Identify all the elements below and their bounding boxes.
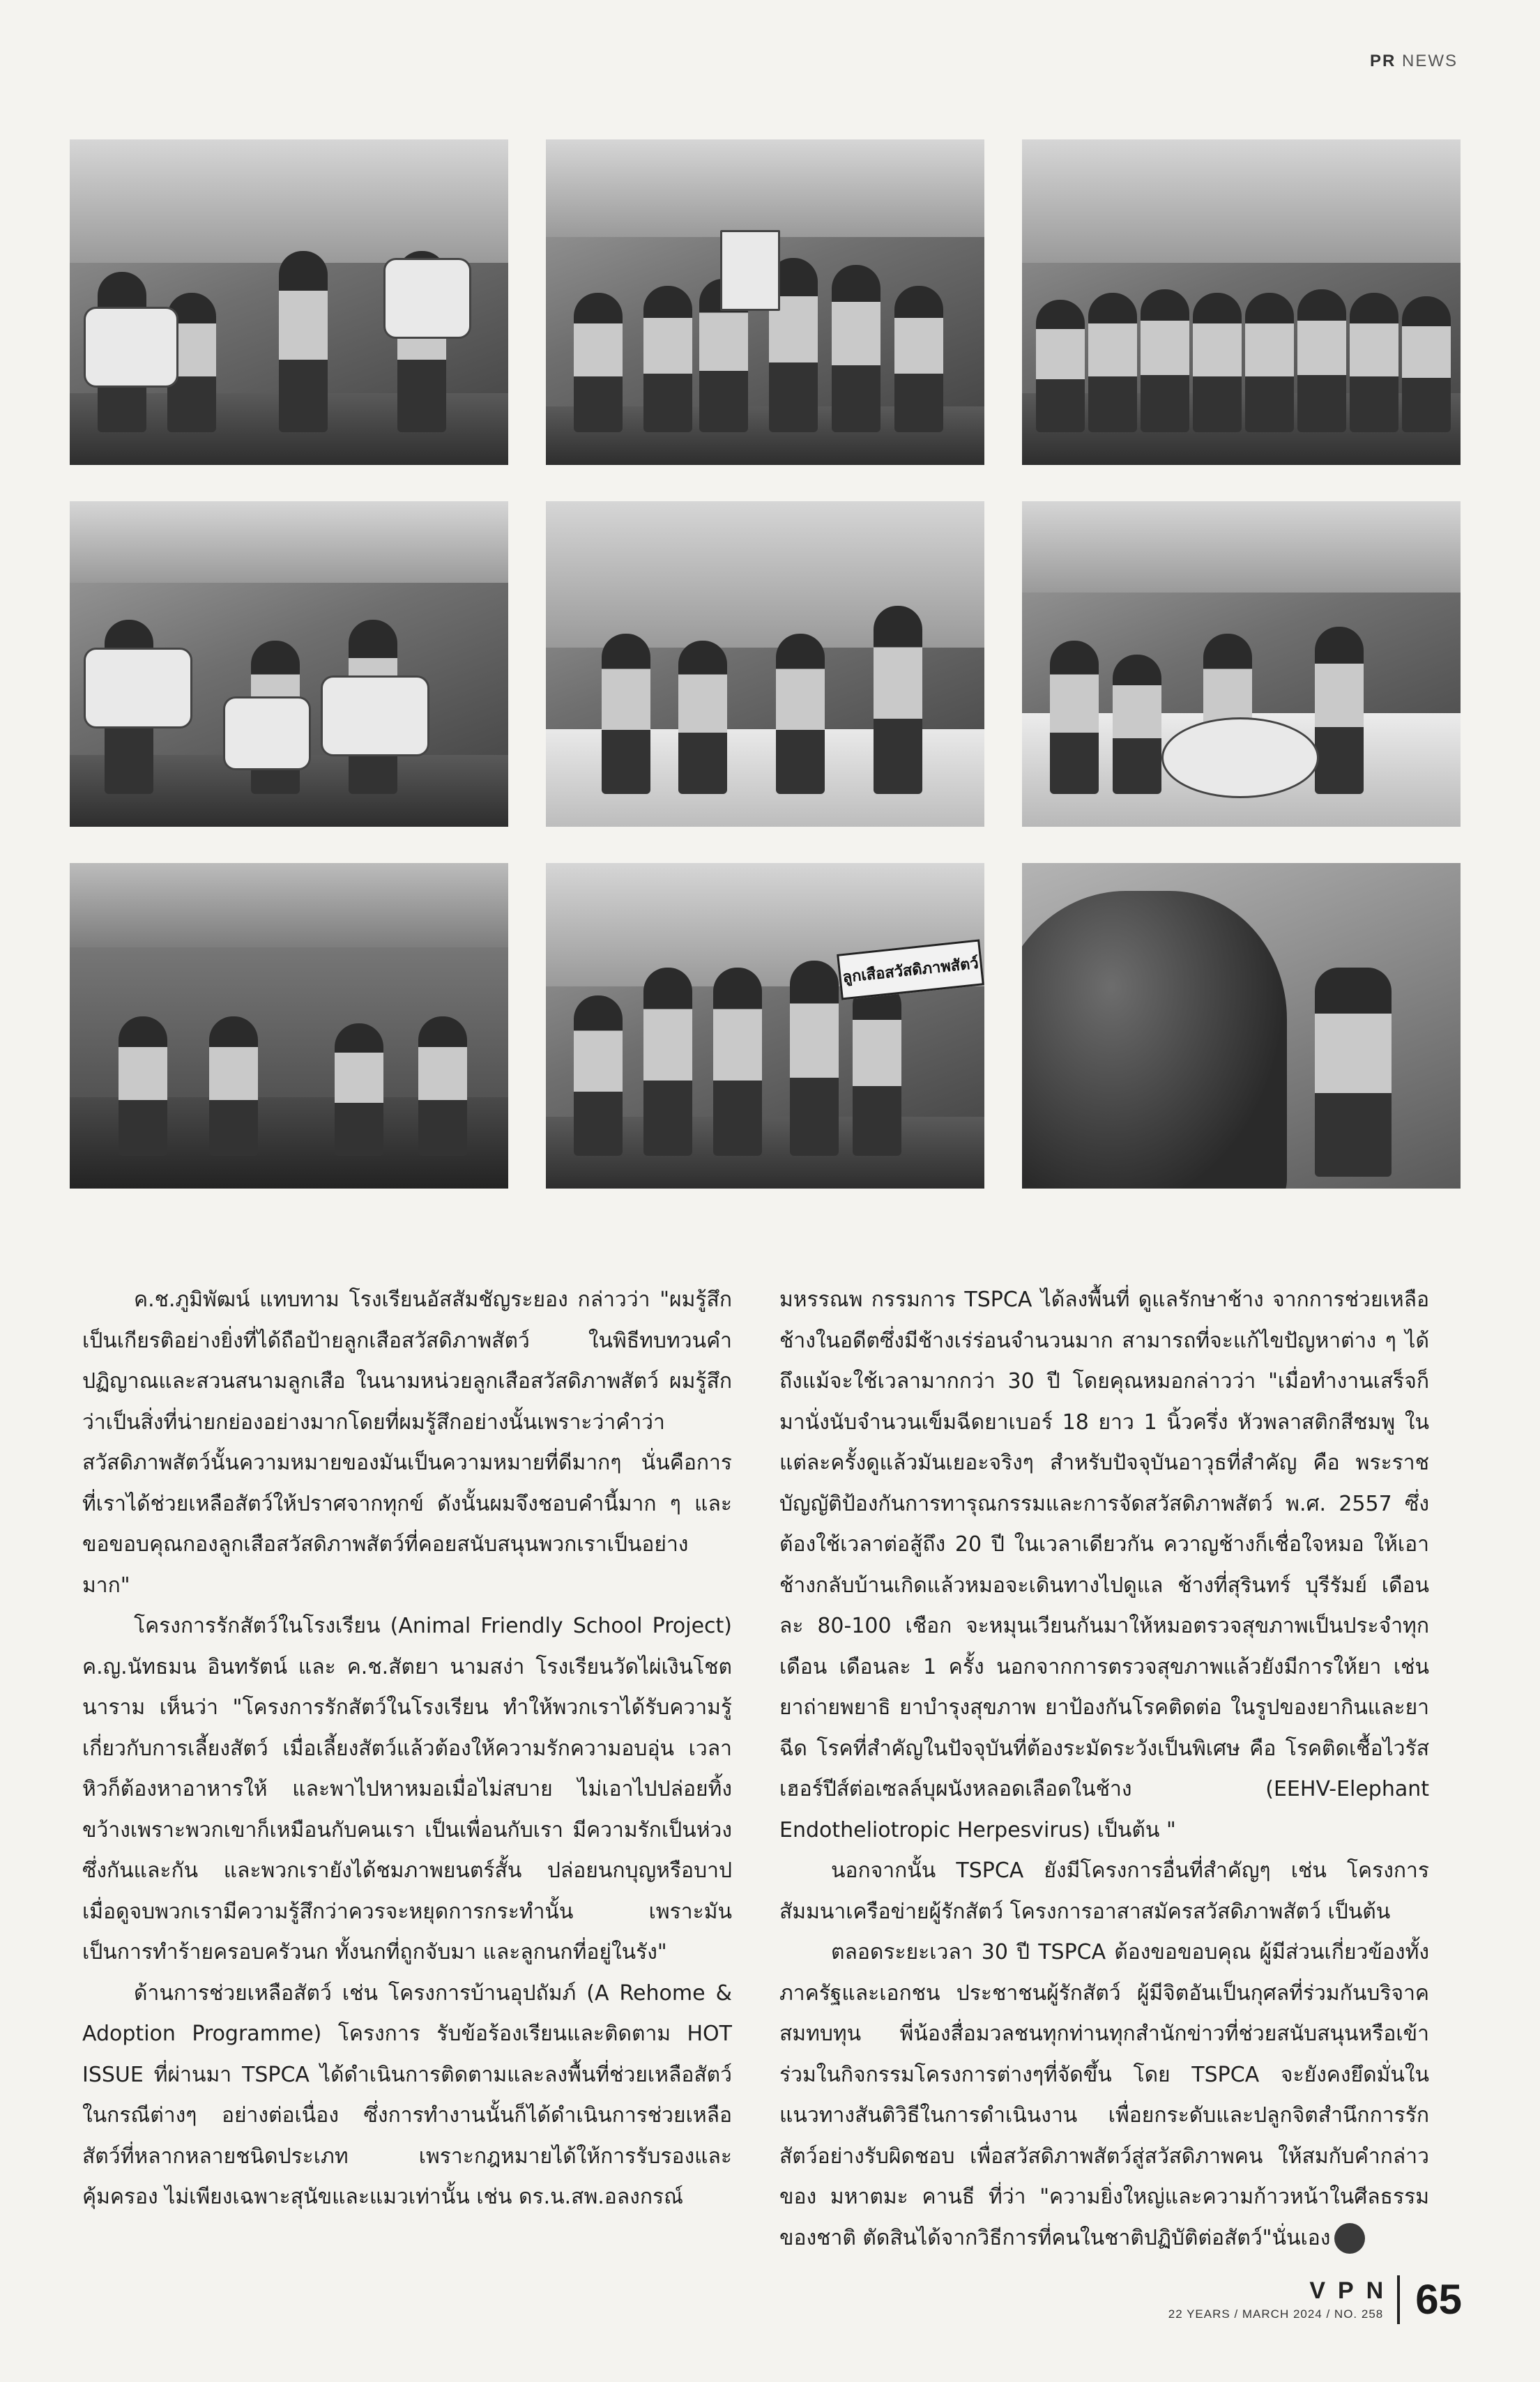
- photo-7: [70, 863, 508, 1189]
- section-tag-pr: PR: [1369, 52, 1396, 70]
- issue-info: 22 YEARS / MARCH 2024 / NO. 258: [1168, 2307, 1384, 2321]
- photo-2: [546, 139, 984, 465]
- article-paragraph: ค.ช.ภูมิพัฒน์ แทบทาม โรงเรียนอัสสัมชัญระยอง กล่าวว่า "ผมรู้สึกเป็นเกียรติอย่างยิ่งที่ได้ถือป้ายลูกเสือสวัสดิภาพสัตว์ ในพิธีทบทวนคำปฏิญาณและสวนสนามลูกเสือ ในนามหน่วยลูกเสือสวัสดิภาพสัตว์ ผมรู้สึกว่าเป็นสิ่งที่น่ายกย่องอย่างมากโดยที่ผมรู้สึกอย่างนั้นเพราะว่าคำว่าสวัสดิภาพสัตว์นั้นความหมายของมันเป็นความหมายที่ดีมากๆ นั่นคือการที่เราได้ช่วยเหลือสัตว์ให้ปราศจากทุกข์ ดังนั้นผมจึงชอบคำนี้มาก ๆ และขอขอบคุณกองลูกเสือสวัสดิภาพสัตว์ที่คอยสนับสนุนพวกเราเป็นอย่างมาก": [82, 1288, 732, 1598]
- article-column-left: [82, 1280, 732, 2218]
- article-closing-text: ตลอดระยะเวลา 30 ปี TSPCA ต้องขอขอบคุณ ผู้มีส่วนเกี่ยวข้องทั้งภาครัฐและเอกชน ประชาชนผู้รักสัตว์ ผู้มีจิตอันเป็นกุศลที่ร่วมกันบริจาคสมทบทุน พี่น้องสื่อมวลชนทุกท่านทุกสำนักข่าวที่ช่วยสนับสนุนหรือเข้าร่วมในกิจกรรมโครงการต่างๆที่จัดขึ้น โดย TSPCA จะยังคงยึดมั่นในแนวทางสันติวิธีในการดำเนินงาน เพื่อยกระดับและปลูกจิตสำนึกการรักสัตว์อย่างรับผิดชอบ เพื่อสวัสดิภาพสัตว์สู่สวัสดิภาพคน ให้สมกับคำกล่าวของ มหาตมะ คานธี ที่ว่า "ความยิ่งใหญ่และความก้าวหน้าในศีลธรรมของชาติ ตัดสินได้จากวิธีการที่คนในชาติปฏิบัติต่อสัตว์"นั่นเอง: [779, 1940, 1429, 2250]
- photo-8: [546, 863, 984, 1189]
- article-paragraph: นอกจากนั้น TSPCA ยังมีโครงการอื่นที่สำคัญๆ เช่น โครงการสัมมนาเครือข่ายผู้รักสัตว์ โครงการอาสาสมัครสวัสดิภาพสัตว์ เป็นต้น: [779, 1858, 1429, 1924]
- photo-grid: [70, 139, 1461, 1189]
- page-number: 65: [1415, 2276, 1462, 2323]
- photo-9: [1022, 863, 1461, 1189]
- photo-4: [70, 501, 508, 827]
- photo-5: [546, 501, 984, 827]
- article-paragraph: โครงการรักสัตว์ในโรงเรียน (Animal Friendly School Project) ค.ญ.นัทธมน อินทรัตน์ และ ค.ช.สัตยา นามสง่า โรงเรียนวัดไผ่เงินโชตนาราม เห็นว่า "โครงการรักสัตว์ในโรงเรียน ทำให้พวกเราได้รับความรู้เกี่ยวกับการเลี้ยงสัตว์ เมื่อเลี้ยงสัตว์แล้วต้องให้ความรักความอบอุ่น เวลาหิวก็ต้องหาอาหารให้ และพาไปหาหมอเมื่อไม่สบาย ไม่เอาไปปล่อยทิ้งขว้างเพราะพวกเขาก็เหมือนกับคนเรา เป็นเพื่อนกับเรา มีความรักเป็นห่วงซึ่งกันและกัน และพวกเรายังได้ชมภาพยนตร์สั้น ปล่อยนกบุญหรือบาป เมื่อดูจบพวกเรามีความรู้สึกว่าควรจะหยุดการกระทำนั้น เพราะมันเป็นการทำร้ายครอบครัวนก ทั้งนกที่ถูกจับมา และลูกนกที่อยู่ในรัง": [82, 1614, 732, 1964]
- page-footer: [1168, 2275, 1462, 2324]
- article-paragraph: [779, 1932, 1429, 2259]
- section-tag: [1370, 52, 1458, 71]
- article-body: [82, 1280, 1459, 2256]
- photo-8-banner: ลูกเสือสวัสดิภาพสัตว์: [837, 939, 984, 1000]
- article-paragraph: ด้านการช่วยเหลือสัตว์ เช่น โครงการบ้านอุปถัมภ์ (A Rehome & Adoption Programme) โครงการ รับข้อร้องเรียนและติดตาม HOT ISSUE ที่ผ่านมา TSPCA ได้ดำเนินการติดตามและลงพื้นที่ช่วยเหลือสัตว์ในกรณีต่างๆ อย่างต่อเนื่อง ซึ่งการทำงานนั้นก็ได้ดำเนินการช่วยเหลือสัตว์ที่หลากหลายชนิดประเภท เพราะกฎหมายได้ให้การรับรองและคุ้มครอง ไม่เพียงเฉพาะสุนัขและแมวเท่านั้น เช่น ดร.น.สพ.อลงกรณ์: [82, 1980, 732, 2209]
- article-column-right: [779, 1280, 1429, 2259]
- photo-1: [70, 139, 508, 465]
- section-tag-news: NEWS: [1402, 52, 1458, 70]
- photo-6: [1022, 501, 1461, 827]
- footer-divider: [1397, 2275, 1400, 2324]
- magazine-brand: VPN: [1309, 2277, 1396, 2304]
- article-paragraph: มหรรณพ กรรมการ TSPCA ได้ลงพื้นที่ ดูแลรักษาช้าง จากการช่วยเหลือช้างในอดีตซึ่งมีช้างเร่ร่อนจำนวนมาก สามารถที่จะแก้ไขปัญหาต่าง ๆ ได้ ถึงแม้จะใช้เวลามากกว่า 30 ปี โดยคุณหมอกล่าวว่า "เมื่อทำงานเสร็จก็มานั่งนับจำนวนเข็มฉีดยาเบอร์ 18 ยาว 1 นิ้วครึ่ง หัวพลาสติกสีชมพู ในแต่ละครั้งดูแล้วมันเยอะจริงๆ สำหรับปัจจุบันอาวุธที่สำคัญ คือ พระราชบัญญัติป้องกันการทารุณกรรมและการจัดสวัสดิภาพสัตว์ พ.ศ. 2557 ซึ่งต้องใช้เวลาต่อสู้ถึง 20 ปี ในเวลาเดียวกัน ควาญช้างก็เชื่อใจหมอ ให้เอาช้างกลับบ้านเกิดแล้วหมอจะเดินทางไปดูแล ช้างที่สุรินทร์ บุรีรัมย์ เดือนละ 80-100 เชือก จะหมุนเวียนกันมาให้หมอตรวจสุขภาพเป็นประจำทุกเดือน เดือนละ 1 ครั้ง นอกจากการตรวจสุขภาพแล้วยังมีการให้ยา เช่น ยาถ่ายพยาธิ ยาบำรุงสุขภาพ ยาป้องกันโรคติดต่อ ในรูปของยากินและยาฉีด โรคที่สำคัญในปัจจุบันที่ต้องระมัดระวังเป็นพิเศษ คือ โรคติดเชื้อไวรัสเฮอร์ปีส์ต่อเซลล์บุผนังหลอดเลือดในช้าง (EEHV-Elephant Endotheliotropic Herpesvirus) เป็นต้น ": [779, 1288, 1429, 1842]
- footer-meta: [1168, 2275, 1397, 2324]
- photo-3: [1022, 139, 1461, 465]
- vpn-end-badge-icon: VPN: [1334, 2223, 1365, 2254]
